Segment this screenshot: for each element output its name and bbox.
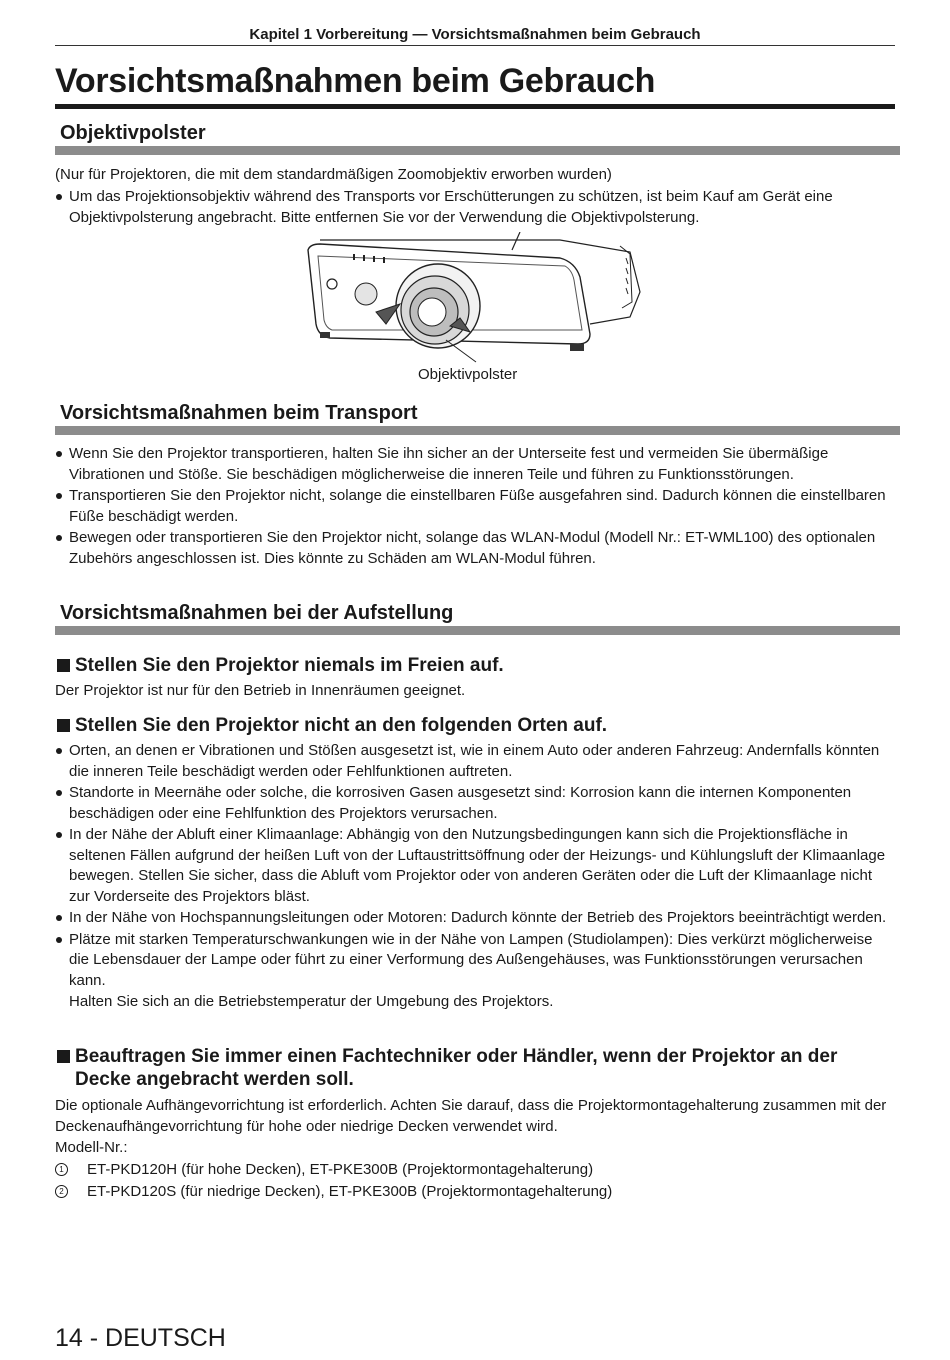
square-bullet-icon <box>57 1050 70 1063</box>
circled-number-icon: 2 <box>55 1185 68 1198</box>
bullet-icon <box>56 790 62 796</box>
lens-pad-note: (Nur für Projektoren, die mit dem standardmäßigen Zoomobjektiv erworben wurden) <box>55 166 612 183</box>
section-heading-lens-pad: Objektivpolster <box>55 120 900 155</box>
list-item <box>55 444 895 485</box>
square-bullet-icon <box>57 659 70 672</box>
list-item <box>55 486 895 527</box>
bullet-icon <box>56 535 62 541</box>
list-item <box>55 908 895 929</box>
circled-number-icon: 1 <box>55 1163 68 1176</box>
ceiling-text: Die optionale Aufhängevorrichtung ist erforderlich. Achten Sie darauf, dass die Projektormontagehalterung zusammen mit der Deckenaufhängevorrichtung für hohe oder niedrige Decken verwendet wird. <box>55 1097 887 1135</box>
list-item-text: In der Nähe der Abluft einer Klimaanlage: Abhängig von den Nutzungsbedingungen kann sich die Projektionsfläche in seltenen Fällen aufgrund der heißen Luft von der Luftaustrittsöffnung oder der Heizungs- und Kühlungsluft der Klimaanlage bewegen. Stellen Sie sicher, dass die Abluft vom Projektor oder von anderen Geräten oder die Luft der Klimaanlage nicht zur Vorderseite des Projektors bläst. <box>69 826 886 905</box>
locations-bullets <box>55 741 895 1013</box>
list-item <box>55 783 895 824</box>
section-heading-installation: Vorsichtsmaßnahmen bei der Aufstellung <box>55 600 900 635</box>
transport-bullets <box>55 444 895 569</box>
list-item-text: Um das Projektionsobjektiv während des Transports vor Erschütterungen zu schützen, ist beim Kauf am Gerät eine Objektivpolsterung angebracht. Bitte entfernen Sie vor der Verwendung die Objektivpolsterung. <box>69 188 833 226</box>
list-item-text: Standorte in Meernähe oder solche, die korrosiven Gasen ausgesetzt sind: Korrosion kann die internen Komponenten beschädigen oder eine Fehlfunktion des Projektors verursachen. <box>69 784 852 822</box>
subheading-text: Stellen Sie den Projektor niemals im Freien auf. <box>75 655 504 676</box>
list-item <box>55 825 895 907</box>
list-item <box>55 187 895 228</box>
bullet-icon <box>56 493 62 499</box>
lens-pad-bullets <box>55 187 895 228</box>
list-item-text: Wenn Sie den Projektor transportieren, halten Sie ihn sicher an der Unterseite fest und vermeiden Sie übermäßige Vibrationen und Stöße. Sie beschädigen möglicherweise die inneren Teile und führen zu Funktionsstörungen. <box>69 445 829 483</box>
bullet-icon <box>56 748 62 754</box>
model-number-label: Modell-Nr.: <box>55 1139 128 1156</box>
list-item-text: Orten, an denen er Vibrationen und Stößen ausgesetzt ist, wie in einem Auto oder anderen Fahrzeug: Andernfalls könnten die inneren Teile beschädigt werden oder Fehlfunktionen auftreten. <box>69 742 880 780</box>
bullet-icon <box>56 832 62 838</box>
list-item-text: Plätze mit starken Temperaturschwankungen wie in der Nähe von Lampen (Studiolampen): Dies verkürzt möglicherweise die Lebensdauer der Lampe oder führt zu einer Verformung des Außengehäuses, was Funktionsstörungen verursachen kann. <box>69 930 873 989</box>
list-item-text: Bewegen oder transportieren Sie den Projektor nicht, solange das WLAN-Modul (Modell Nr.: ET-WML100) des optionalen Zubehörs angeschlossen ist. Dies könnte zu Schäden am WLAN-Modul führen. <box>69 529 876 567</box>
figure-caption: Objektivpolster <box>418 366 518 383</box>
bullet-icon <box>56 915 62 921</box>
list-item-text: In der Nähe von Hochspannungsleitungen oder Motoren: Dadurch könnte der Betrieb des Projektors beeinträchtigt werden. <box>69 909 887 926</box>
projector-illustration <box>290 232 660 364</box>
square-bullet-icon <box>57 719 70 732</box>
list-item <box>55 741 895 782</box>
model-item-text: ET-PKD120H (für hohe Decken), ET-PKE300B (Projektormontagehalterung) <box>87 1161 594 1178</box>
subheading-text: Stellen Sie den Projektor nicht an den folgenden Orten auf. <box>75 715 608 736</box>
page-title: Vorsichtsmaßnahmen beim Gebrauch <box>55 58 895 109</box>
bullet-icon <box>56 937 62 943</box>
model-item-text: ET-PKD120S (für niedrige Decken), ET-PKE300B (Projektormontagehalterung) <box>87 1183 613 1200</box>
bullet-icon <box>56 451 62 457</box>
list-item-continuation <box>55 992 895 1013</box>
list-item <box>55 528 895 569</box>
list-item-text: Halten Sie sich an die Betriebstemperatur der Umgebung des Projektors. <box>69 993 554 1010</box>
list-item-text: Transportieren Sie den Projektor nicht, solange die einstellbaren Füße ausgefahren sind. Dadurch können die einstellbaren Füße beschädigt werden. <box>69 487 886 525</box>
section-heading-transport: Vorsichtsmaßnahmen beim Transport <box>55 400 900 435</box>
list-item <box>55 930 895 992</box>
subheading-outdoor <box>55 654 895 677</box>
page-footer: 14 - DEUTSCH <box>55 1324 226 1352</box>
subheading-text: Beauftragen Sie immer einen Fachtechniker oder Händler, wenn der Projektor an der Decke angebracht werden soll. <box>75 1046 838 1090</box>
subheading-locations <box>55 714 895 737</box>
running-header: Kapitel 1 Vorbereitung — Vorsichtsmaßnahmen beim Gebrauch <box>55 25 895 46</box>
outdoor-text: Der Projektor ist nur für den Betrieb in Innenräumen geeignet. <box>55 682 466 699</box>
bullet-icon <box>56 194 62 200</box>
subheading-ceiling <box>55 1045 895 1091</box>
